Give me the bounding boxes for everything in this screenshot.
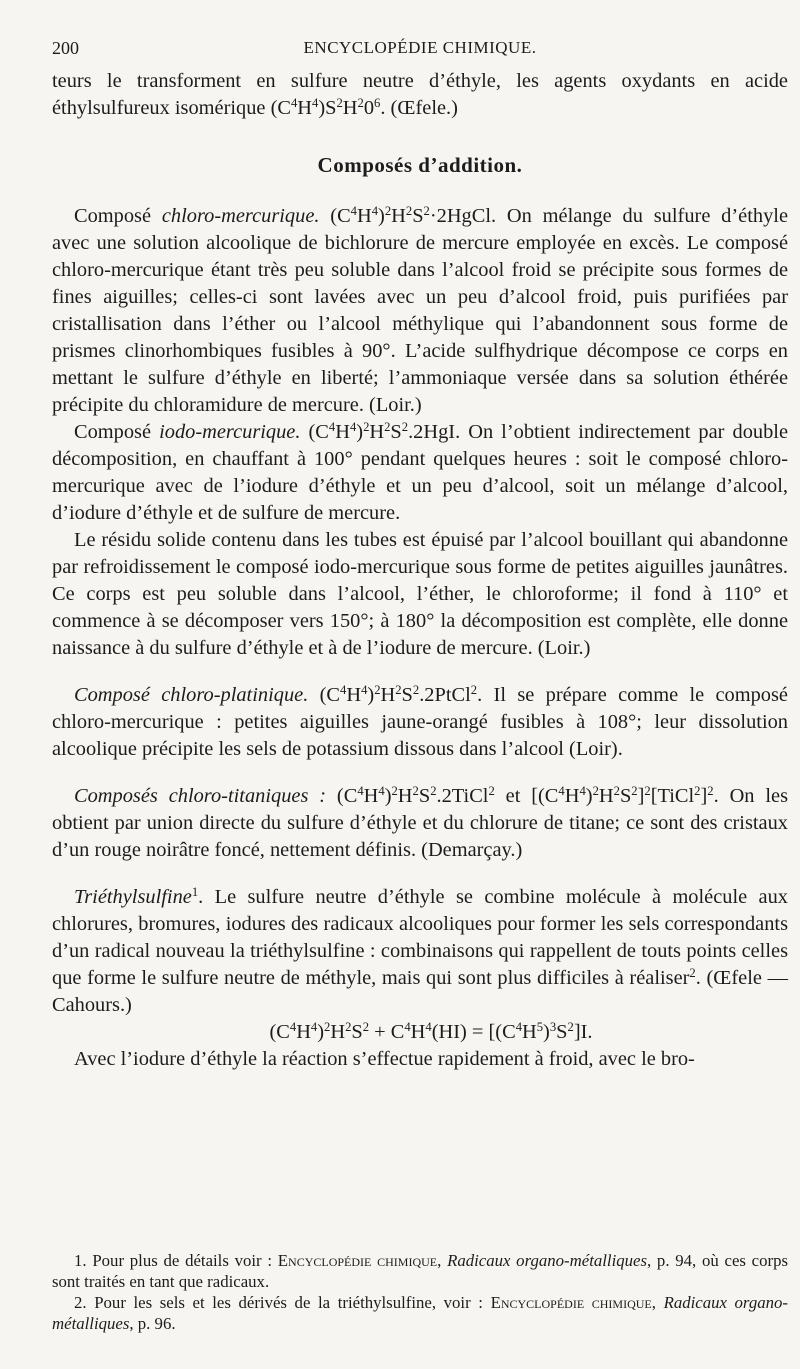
page-header (52, 34, 788, 62)
reaction-equation: $(C^4H^4)^2H^2S^2 + C^4H^4(HI) = [(C^4H^5)^3S^2]I$. (269, 1020, 593, 1043)
paragraph-chloro-titaniques: Composés chloro-titaniques : $(C^4H^4)^2H^2S^2.2TiCl^2$ et $[(C^4H^4)^2H^2S^2]^2[TiCl^2]^2$. On les obtient par union directe du sulfure d’éthyle et du chlorure de titane; ce sont des cristaux d’un rouge noirâtre foncé, nettement définis. (Demarçay.) (52, 784, 789, 861)
paragraph-continuation: Avec l’iodure d’éthyle la réaction s’effectue rapidement à froid, avec le bro- (74, 1048, 695, 1070)
main-text (52, 68, 788, 1073)
paragraph-chloro-platinique: Composé chloro-platinique. $(C^4H^4)^2H^2S^2.2PtCl^2$. Il se prépare comme le composé chloro-mercurique : petites aiguilles jaune-orangé fusibles à 108°; leur dissolution alcoolique précipite les sels de potassium dissous dans l’alcool (Loir). (52, 683, 788, 760)
paragraph-triethylsulfine: Triéthylsulfine$^1$. Le sulfure neutre d’éthyle se combine molécule à molécule aux chlorures, bromures, iodures des radicaux alcooliques pour former les sels correspondants d’un radical nouveau la triéthylsulfine : combinaisons qui rappellent de touts points celles que forme le sulfure neutre de méthyle, mais qui sont plus difficiles à réaliser$^2$. (Œfele — Cahours.) (52, 885, 788, 1016)
section-title: Composés d’addition. (317, 153, 523, 177)
footnote-1: 1. Pour plus de détails voir : Encyclopédie chimique, Radicaux organo-métalliques, p. 94, où ces corps sont traités en tant que radicaux. (52, 1251, 789, 1291)
footnote-ref-2: 2 (689, 966, 696, 981)
footnotes (52, 1250, 788, 1334)
page-number: 200 (52, 38, 79, 58)
footnote-ref-1: 1 (191, 885, 199, 900)
intro-paragraph: teurs le transforment en sulfure neutre d’éthyle, les agents oxydants en acide éthylsulfureux isomérique $(C^4H^4)S^2H^20^6$. (Œfele.) (52, 70, 788, 119)
running-title: ENCYCLOPÉDIE CHIMIQUE. (303, 38, 537, 57)
paragraph-iodo-mercurique: Composé iodo-mercurique. $(C^4H^4)^2H^2S^2.2HgI$. On l’obtient indirectement par double décomposition, en chauffant à 100° pendant quelques heures : soit le composé chloro-mercurique avec de l’iodure d’éthyle et un peu d’alcool, soit un mélange d’alcool, d’iodure d’éthyle et de sulfure de mercure. (52, 420, 788, 524)
paragraph-chloro-mercurique: Composé chloro-mercurique. $(C^4H^4)^2H^2S^2\cdot 2HgCl$. On mélange du sulfure d’éthyle avec une solution alcoolique de bichlorure de mercure employée en excès. Le composé chloro-mercurique étant très peu soluble dans l’alcool froid se précipite sous formes de fines aiguilles; celles-ci sont lavées avec un peu d’alcool froid, puis purifiées par cristallisation dans l’éther ou l’alcool méthylique qui l’abandonnent sous forme de prismes clinorhombiques fusibles à 90°. L’acide sulfhydrique décompose ce corps en mettant le sulfure d’éthyle en liberté; l’ammoniaque versée dans sa solution éthérée précipite du chloramidure de mercure. (Loir.) (52, 204, 788, 416)
footnote-2: 2. Pour les sels et les dérivés de la triéthylsulfine, voir : Encyclopédie chimique, Radicaux organo-métalliques, p. 96. (52, 1293, 788, 1333)
paragraph-residu: Le résidu solide contenu dans les tubes est épuisé par l’alcool bouillant qui abandonne par refroidissement le composé iodo-mercurique sous forme de petites aiguilles jaunâtres. Ce corps est peu soluble dans l’alcool, l’éther, le chloroforme; il fond à 110° et commence à se décomposer vers 150°; à 180° la décomposition est complète, elle donne naissance à du sulfure d’éthyle et à de l’iodure de mercure. (Loir.) (52, 529, 788, 659)
